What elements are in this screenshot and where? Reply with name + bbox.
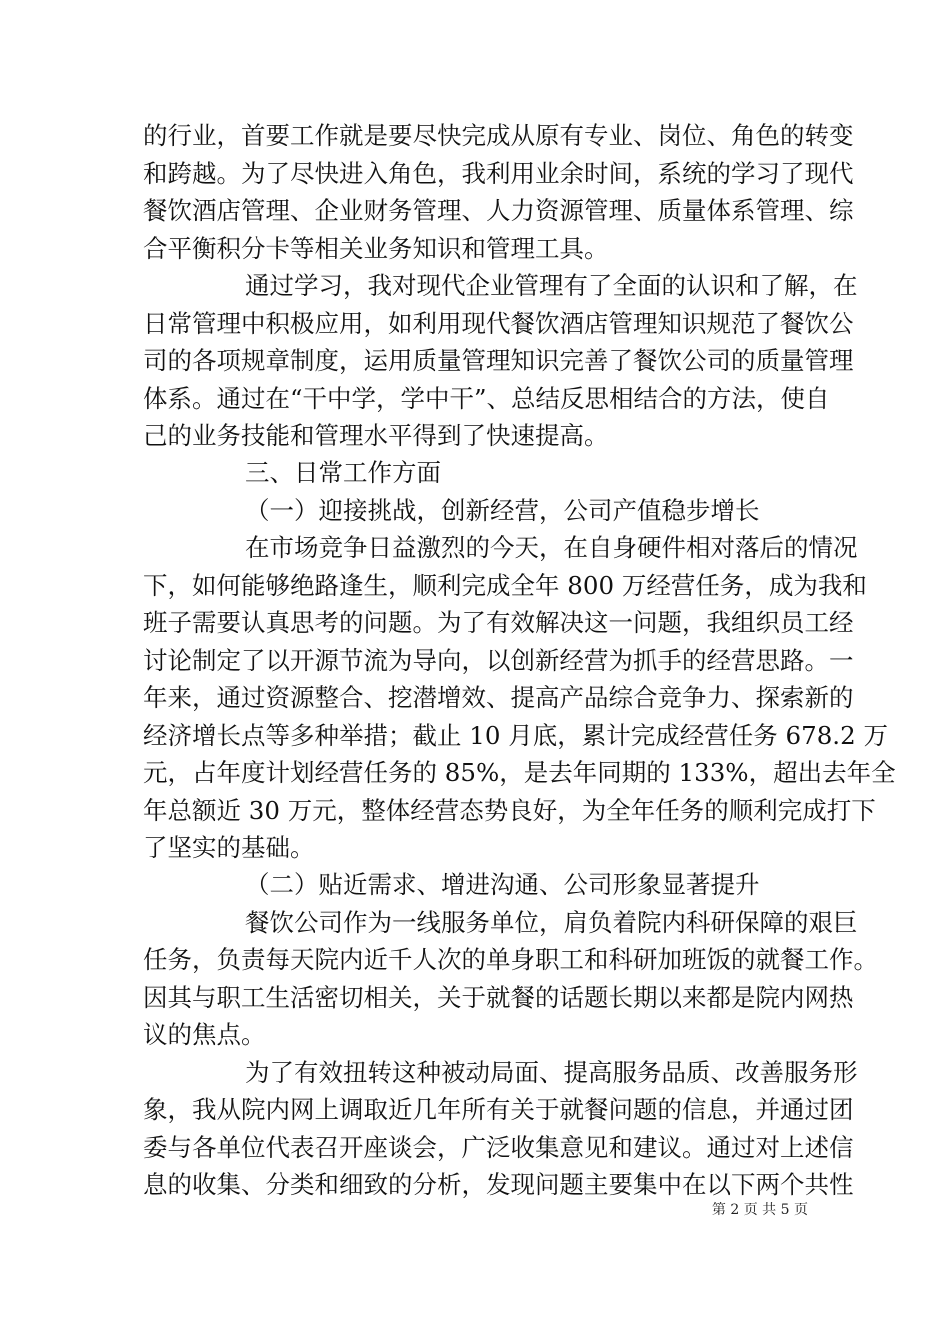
paragraph-first-line: 在市场竞争日益激烈的今天，在自身硬件相对落后的情况 [245,533,858,562]
text-line: 委与各单位代表召开座谈会，广泛收集意见和建议。通过对上述信 [143,1133,854,1162]
paragraph-first-line: 通过学习，我对现代企业管理有了全面的认识和了解，在 [245,271,858,300]
text-line: 下，如何能够绝路逢生，顺利完成全年 800 万经营任务，成为我和 [143,571,867,600]
text-line: 任务，负责每天院内近千人次的单身职工和科研加班饭的就餐工作。 [143,945,878,974]
text-line: 己的业务技能和管理水平得到了快速提高。 [143,421,609,450]
text-line: 年总额近 30 万元，整体经营态势良好，为全年任务的顺利完成打下 [143,796,876,825]
text-line: 年来，通过资源整合、挖潜增效、提高产品综合竞争力、探索新的 [143,683,854,712]
text-line: 体系。通过在“干中学，学中干”、总结反思相结合的方法，使自 [143,384,830,413]
subsection-heading: （二）贴近需求、增进沟通、公司形象显著提升 [245,870,760,899]
text-line: 了坚实的基础。 [143,833,315,862]
text-line: 讨论制定了以开源节流为导向，以创新经营为抓手的经营思路。一 [143,646,854,675]
text-line: 的行业，首要工作就是要尽快完成从原有专业、岗位、角色的转变 [143,121,854,150]
paragraph-first-line: 餐饮公司作为一线服务单位，肩负着院内科研保障的艰巨 [245,908,858,937]
text-line: 元，占年度计划经营任务的 85%，是去年同期的 133%，超出去年全 [143,758,896,787]
text-line: 餐饮酒店管理、企业财务管理、人力资源管理、质量体系管理、综 [143,196,854,225]
text-line: 班子需要认真思考的问题。为了有效解决这一问题，我组织员工经 [143,608,854,637]
page-number-footer: 第 2 页 共 5 页 [711,1202,808,1218]
text-line: 息的收集、分类和细致的分析，发现问题主要集中在以下两个共性 [143,1170,854,1199]
text-line: 经济增长点等多种举措；截止 10 月底，累计完成经营任务 678.2 万 [143,721,888,750]
paragraph-first-line: 为了有效扭转这种被动局面、提高服务品质、改善服务形 [245,1058,858,1087]
text-line: 象，我从院内网上调取近几年所有关于就餐问题的信息，并通过团 [143,1095,854,1124]
text-line: 合平衡积分卡等相关业务知识和管理工具。 [143,234,609,263]
text-line: 因其与职工生活密切相关，关于就餐的话题长期以来都是院内网热 [143,983,854,1012]
text-line: 议的焦点。 [143,1020,266,1049]
text-line: 日常管理中积极应用，如利用现代餐饮酒店管理知识规范了餐饮公 [143,309,854,338]
text-line: 司的各项规章制度，运用质量管理知识完善了餐饮公司的质量管理 [143,346,854,375]
text-line: 和跨越。为了尽快进入角色，我利用业余时间，系统的学习了现代 [143,159,854,188]
subsection-heading: （一）迎接挑战，创新经营，公司产值稳步增长 [245,496,760,525]
section-heading: 三、日常工作方面 [245,458,441,487]
